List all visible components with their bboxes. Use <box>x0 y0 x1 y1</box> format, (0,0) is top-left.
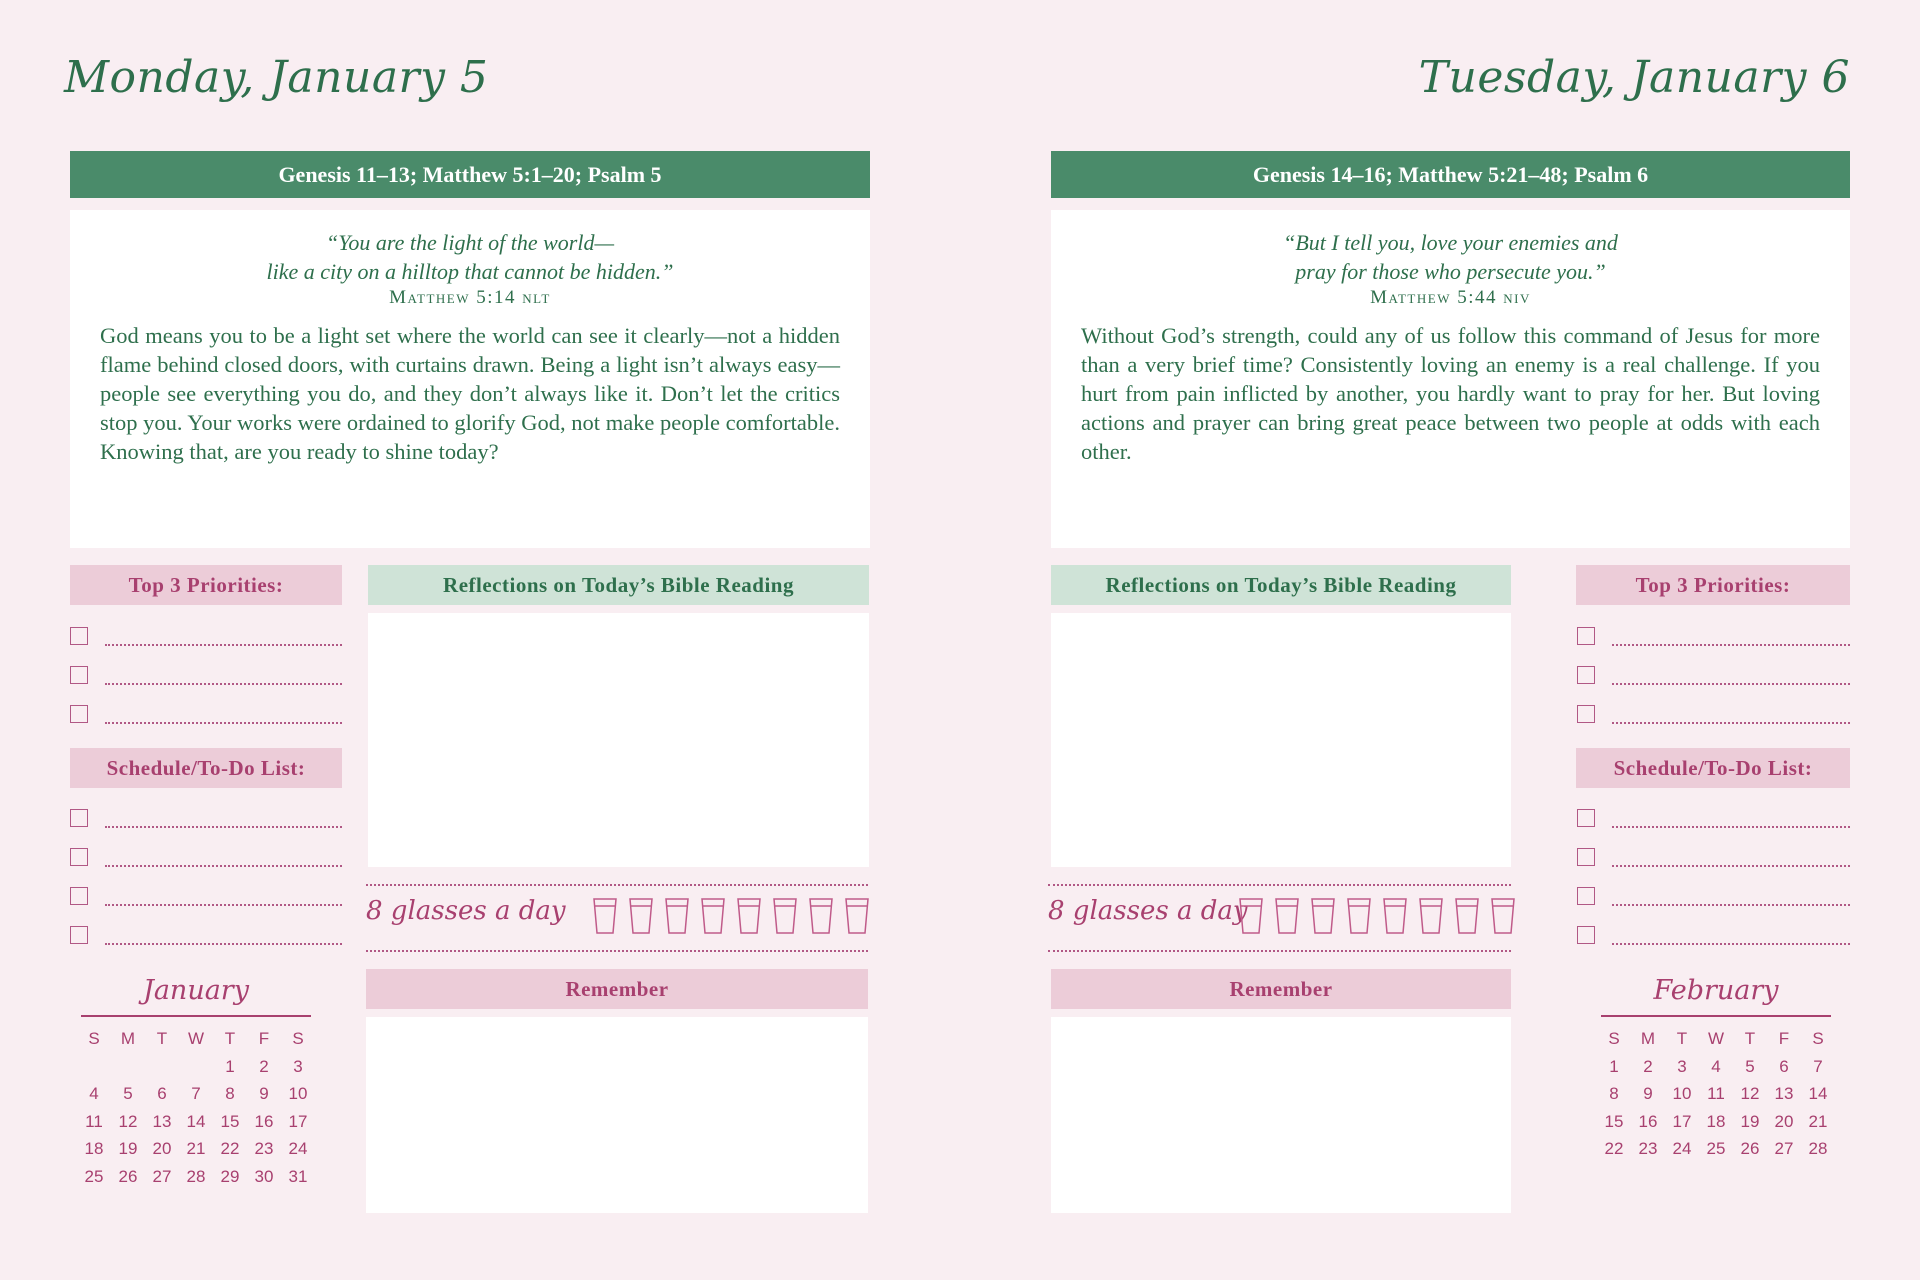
calendar-day: 18 <box>1706 1111 1726 1131</box>
checkbox[interactable] <box>70 705 88 723</box>
calendar-day: 17 <box>1672 1111 1692 1131</box>
calendar-day: 25 <box>84 1166 104 1186</box>
calendar-day: 5 <box>1745 1056 1755 1076</box>
calendar-month: January <box>81 975 311 1017</box>
calendar-day: 13 <box>1774 1084 1794 1103</box>
write-line[interactable] <box>1612 865 1850 867</box>
left-reflections-area[interactable] <box>368 613 869 867</box>
right-priority-row[interactable] <box>1577 705 1850 727</box>
right-todo-row[interactable] <box>1577 926 1850 948</box>
calendar-day: 20 <box>1774 1111 1794 1131</box>
calendar-grid <box>1596 1025 1836 1163</box>
calendar-day: 14 <box>1808 1084 1828 1103</box>
right-priorities-label: Top 3 Priorities: <box>1576 565 1850 605</box>
calendar-day: 4 <box>89 1084 99 1103</box>
water-glass-icon[interactable] <box>1238 898 1264 934</box>
calendar-grid <box>76 1025 316 1190</box>
calendar-day: 8 <box>1609 1084 1619 1103</box>
right-priority-row[interactable] <box>1577 627 1850 649</box>
left-todo-row[interactable] <box>70 887 342 909</box>
left-todo-row[interactable] <box>70 926 342 948</box>
calendar-day: 28 <box>186 1166 206 1186</box>
right-remember-label: Remember <box>1051 969 1511 1009</box>
right-verse-line: pray for those who persecute you.” <box>1295 259 1606 284</box>
calendar-weekday: M <box>1640 1029 1656 1048</box>
calendar-day: 17 <box>288 1111 308 1131</box>
water-glass-icon[interactable] <box>1418 898 1444 934</box>
glass-row <box>592 898 870 934</box>
water-glass-icon[interactable] <box>700 898 726 934</box>
left-schedule-label: Schedule/To-Do List: <box>70 748 342 788</box>
calendar-weekday: T <box>1676 1029 1688 1048</box>
checkbox[interactable] <box>70 627 88 645</box>
calendar-weekday: M <box>120 1029 136 1048</box>
calendar-day: 29 <box>220 1166 240 1186</box>
checkbox[interactable] <box>1577 705 1595 723</box>
left-devotional-box <box>70 210 870 548</box>
calendar-day: 6 <box>157 1084 167 1103</box>
calendar-day: 27 <box>152 1166 172 1186</box>
right-remember-area[interactable] <box>1051 1017 1511 1213</box>
water-glass-icon[interactable] <box>1490 898 1516 934</box>
calendar-weekday: T <box>1744 1029 1756 1048</box>
calendar-day: 11 <box>85 1111 103 1131</box>
right-date-heading: Tuesday, January 6 <box>1418 52 1850 103</box>
right-water-tracker <box>1048 870 1511 962</box>
checkbox[interactable] <box>70 809 88 827</box>
calendar-day: 3 <box>293 1056 303 1076</box>
left-mini-calendar <box>76 975 316 1190</box>
calendar-day: 21 <box>1808 1111 1828 1131</box>
calendar-day: 9 <box>1643 1084 1653 1103</box>
right-todo-row[interactable] <box>1577 848 1850 870</box>
calendar-weekday: W <box>187 1029 205 1048</box>
calendar-weekday: S <box>1812 1029 1824 1048</box>
right-verse <box>1081 228 1820 286</box>
calendar-day: 2 <box>259 1056 269 1076</box>
water-glass-icon[interactable] <box>736 898 762 934</box>
divider <box>1048 950 1511 952</box>
calendar-day: 1 <box>1609 1056 1619 1076</box>
write-line[interactable] <box>105 943 342 945</box>
calendar-day: 21 <box>186 1139 206 1158</box>
water-glass-icon[interactable] <box>592 898 618 934</box>
right-todo-row[interactable] <box>1577 809 1850 831</box>
calendar-weekday: T <box>224 1029 236 1048</box>
calendar-empty-cell <box>179 1053 213 1081</box>
write-line[interactable] <box>105 722 342 724</box>
right-schedule-label: Schedule/To-Do List: <box>1576 748 1850 788</box>
water-glass-icon[interactable] <box>1310 898 1336 934</box>
water-glass-icon[interactable] <box>844 898 870 934</box>
write-line[interactable] <box>1612 683 1850 685</box>
calendar-day: 26 <box>118 1166 138 1186</box>
calendar-day: 16 <box>254 1111 274 1131</box>
calendar-day: 15 <box>1604 1111 1624 1131</box>
right-verse-line: “But I tell you, love your enemies and <box>1283 230 1618 255</box>
calendar-day: 1 <box>225 1056 235 1076</box>
water-glass-icon[interactable] <box>664 898 690 934</box>
write-line[interactable] <box>1612 943 1850 945</box>
checkbox[interactable] <box>1577 887 1595 905</box>
write-line[interactable] <box>1612 904 1850 906</box>
right-devotional-text: Without God’s strength, could any of us follow this command of Jesus for more than a very brief time? Consistently loving an enemy is a real challenge. If you hurt from pain inflicted by another, you hardly want to pray for her. But loving actions and prayer can bring great peace between two people at odds with each other. <box>1081 323 1820 464</box>
left-remember-label: Remember <box>366 969 868 1009</box>
left-reflections-label: Reflections on Today’s Bible Reading <box>368 565 869 605</box>
write-line[interactable] <box>105 826 342 828</box>
calendar-day: 23 <box>254 1139 274 1158</box>
divider <box>1048 884 1511 886</box>
water-glass-icon[interactable] <box>1454 898 1480 934</box>
calendar-day: 23 <box>1638 1139 1658 1158</box>
write-line[interactable] <box>105 904 342 906</box>
water-glass-icon[interactable] <box>772 898 798 934</box>
right-mini-calendar <box>1596 975 1836 1163</box>
calendar-day: 10 <box>1672 1084 1692 1103</box>
right-reflections-area[interactable] <box>1051 613 1511 867</box>
water-glass-icon[interactable] <box>808 898 834 934</box>
left-priorities-label: Top 3 Priorities: <box>70 565 342 605</box>
calendar-day: 10 <box>288 1084 308 1103</box>
checkbox[interactable] <box>1577 926 1595 944</box>
checkbox[interactable] <box>70 926 88 944</box>
left-date-heading: Monday, January 5 <box>64 52 489 103</box>
left-priority-row[interactable] <box>70 627 342 649</box>
left-priority-row[interactable] <box>70 705 342 727</box>
left-priority-row[interactable] <box>70 666 342 688</box>
right-devotional-box <box>1051 210 1850 548</box>
glass-row <box>1238 898 1516 934</box>
water-glass-icon[interactable] <box>1274 898 1300 934</box>
left-remember-area[interactable] <box>366 1017 868 1213</box>
calendar-day: 22 <box>220 1139 240 1158</box>
calendar-weekday: S <box>292 1029 304 1048</box>
water-glass-icon[interactable] <box>1346 898 1372 934</box>
left-todo-row[interactable] <box>70 809 342 831</box>
calendar-day: 27 <box>1774 1139 1794 1158</box>
left-devotional-text: God means you to be a light set where the world can see it clearly—not a hidden flame behind closed doors, with curtains drawn. Being a light isn’t always easy—people see everything you do, and they don’t always like it. Don’t let the critics stop you. Your works were ordained to glorify God, not make people comfortable. Knowing that, are you ready to shine today? <box>100 323 840 464</box>
calendar-empty-cell <box>77 1053 111 1081</box>
right-reading-plan: Genesis 14–16; Matthew 5:21–48; Psalm 6 <box>1051 151 1850 198</box>
left-verse-reference: Matthew 5:14 nlt <box>389 287 551 308</box>
calendar-day: 22 <box>1604 1139 1624 1158</box>
calendar-day: 12 <box>1740 1084 1760 1103</box>
calendar-day: 14 <box>186 1111 206 1131</box>
checkbox[interactable] <box>1577 666 1595 684</box>
calendar-day: 24 <box>1672 1139 1692 1158</box>
left-reading-plan: Genesis 11–13; Matthew 5:1–20; Psalm 5 <box>70 151 870 198</box>
calendar-day: 2 <box>1643 1056 1653 1076</box>
left-todo-row[interactable] <box>70 848 342 870</box>
checkbox[interactable] <box>1577 809 1595 827</box>
calendar-day: 19 <box>1740 1111 1760 1131</box>
calendar-empty-cell <box>111 1053 145 1081</box>
left-verse-line: “You are the light of the world— <box>325 230 615 255</box>
calendar-day: 15 <box>220 1111 240 1131</box>
calendar-day: 24 <box>288 1139 308 1158</box>
calendar-day: 25 <box>1706 1139 1726 1158</box>
right-priority-row[interactable] <box>1577 666 1850 688</box>
calendar-day: 7 <box>191 1084 201 1103</box>
left-verse <box>100 228 840 286</box>
calendar-weekday: S <box>88 1029 100 1048</box>
calendar-day: 7 <box>1813 1056 1823 1076</box>
calendar-day: 31 <box>288 1166 308 1186</box>
checkbox[interactable] <box>1577 848 1595 866</box>
calendar-empty-cell <box>145 1053 179 1081</box>
checkbox[interactable] <box>1577 627 1595 645</box>
calendar-day: 16 <box>1638 1111 1658 1131</box>
calendar-weekday: F <box>1778 1029 1790 1048</box>
calendar-day: 9 <box>259 1084 269 1103</box>
calendar-day: 3 <box>1677 1056 1687 1076</box>
write-line[interactable] <box>1612 644 1850 646</box>
calendar-day: 13 <box>152 1111 172 1131</box>
write-line[interactable] <box>105 644 342 646</box>
write-line[interactable] <box>105 865 342 867</box>
divider <box>366 884 868 886</box>
calendar-day: 4 <box>1711 1056 1721 1076</box>
calendar-weekday: T <box>156 1029 168 1048</box>
write-line[interactable] <box>1612 722 1850 724</box>
calendar-day: 18 <box>84 1139 104 1158</box>
left-verse-line: like a city on a hilltop that cannot be hidden.” <box>266 259 674 284</box>
right-page <box>960 0 1920 1280</box>
calendar-month: February <box>1601 975 1831 1017</box>
right-water-label: 8 glasses a day <box>1048 896 1248 926</box>
water-glass-icon[interactable] <box>628 898 654 934</box>
calendar-day: 11 <box>1707 1084 1725 1103</box>
right-verse-reference: Matthew 5:44 niv <box>1370 287 1531 308</box>
calendar-day: 20 <box>152 1139 172 1158</box>
left-water-label: 8 glasses a day <box>366 896 566 926</box>
divider <box>366 950 868 952</box>
calendar-weekday: S <box>1608 1029 1620 1048</box>
right-todo-row[interactable] <box>1577 887 1850 909</box>
water-glass-icon[interactable] <box>1382 898 1408 934</box>
checkbox[interactable] <box>70 887 88 905</box>
write-line[interactable] <box>1612 826 1850 828</box>
calendar-day: 19 <box>118 1139 138 1158</box>
calendar-day: 12 <box>118 1111 138 1131</box>
calendar-weekday: F <box>258 1029 270 1048</box>
write-line[interactable] <box>105 683 342 685</box>
right-reflections-label: Reflections on Today’s Bible Reading <box>1051 565 1511 605</box>
calendar-day: 8 <box>225 1084 235 1103</box>
calendar-day: 28 <box>1808 1139 1828 1158</box>
calendar-day: 6 <box>1779 1056 1789 1076</box>
checkbox[interactable] <box>70 666 88 684</box>
calendar-weekday: W <box>1707 1029 1725 1048</box>
left-water-tracker <box>366 870 868 962</box>
calendar-day: 30 <box>254 1166 274 1186</box>
checkbox[interactable] <box>70 848 88 866</box>
calendar-day: 5 <box>123 1084 133 1103</box>
calendar-day: 26 <box>1740 1139 1760 1158</box>
